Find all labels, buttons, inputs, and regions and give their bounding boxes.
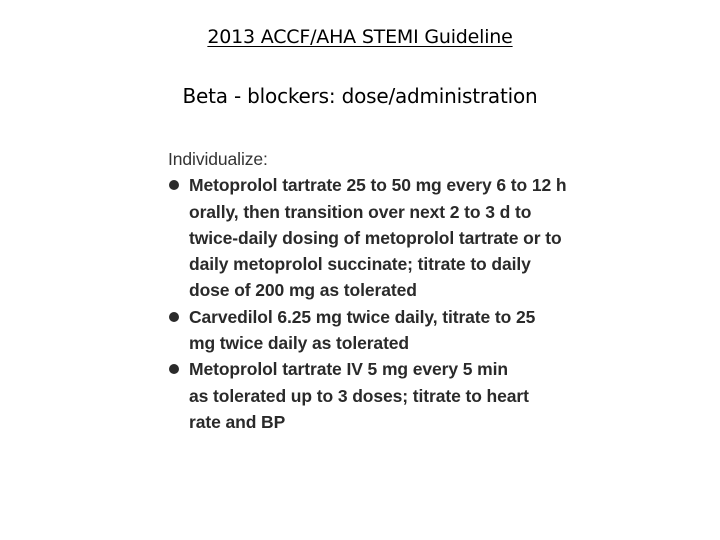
- bullet-dot-icon: [169, 180, 179, 190]
- slide-title: 2013 ACCF/AHA STEMI Guideline: [207, 26, 513, 48]
- list-item: [168, 356, 529, 435]
- excerpt-heading: Individualize:: [168, 149, 268, 169]
- list-item: [168, 304, 561, 357]
- slide-subtitle: Beta - blockers: dose/administration: [182, 84, 538, 108]
- list-item-text: Metoprolol tartrate IV 5 mg every 5 min as tolerated up to 3 doses; titrate to heart rate and BP: [189, 359, 529, 432]
- bullet-dot-icon: [169, 312, 179, 322]
- list-item-text: Carvedilol 6.25 mg twice daily, titrate to 25 mg twice daily as tolerated: [189, 306, 536, 354]
- list-item: [168, 172, 569, 303]
- bullet-dot-icon: [169, 364, 179, 374]
- guideline-excerpt-image: [168, 146, 588, 435]
- list-item-text: Metoprolol tartrate 25 to 50 mg every 6 to 12 h orally, then transition over next 2 to 3 d to twice-daily dosing of metoprolol tartrate or to daily metoprolol succinate; titrate to daily dose of 200 mg as tolerated: [189, 175, 567, 301]
